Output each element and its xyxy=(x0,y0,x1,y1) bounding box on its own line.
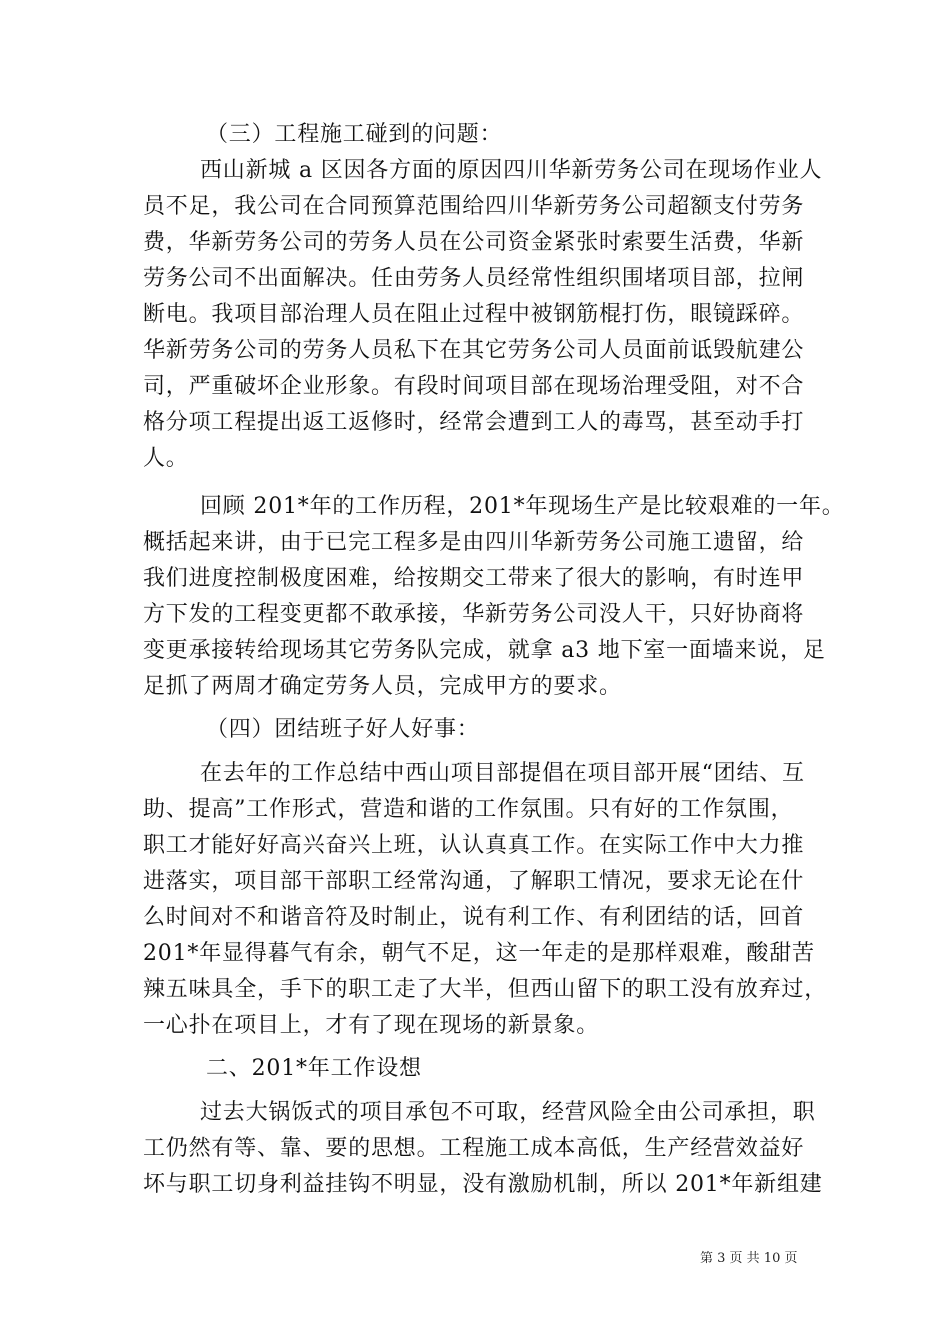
section-heading-3: （三）工程施工碰到的问题： xyxy=(206,122,503,147)
paragraph-line: 一心扑在项目上，才有了现在现场的新景象。 xyxy=(143,1013,600,1038)
paragraph-line: 辣五味具全，手下的职工走了大半，但西山留下的职工没有放弃过， xyxy=(143,977,828,1002)
paragraph-line: 断电。我项目部治理人员在阻止过程中被钢筋棍打伤，眼镜踩碎。 xyxy=(143,302,805,327)
paragraph-line: 人。 xyxy=(143,446,189,471)
paragraph-line: 格分项工程提出返工返修时，经常会遭到工人的毒骂，甚至动手打 xyxy=(143,410,805,435)
paragraph-line: 么时间对不和谐音符及时制止，说有利工作、有利团结的话，回首 xyxy=(143,905,805,930)
paragraph-line: 回顾 201*年的工作历程，201*年现场生产是比较艰难的一年。 xyxy=(200,494,845,519)
paragraph-line: 西山新城 a 区因各方面的原因四川华新劳务公司在现场作业人 xyxy=(200,158,823,183)
paragraph-line: 工仍然有等、靠、要的思想。工程施工成本高低，生产经营效益好 xyxy=(143,1136,805,1161)
paragraph-line: 费，华新劳务公司的劳务人员在公司资金紧张时索要生活费，华新 xyxy=(143,230,805,255)
paragraph-line: 概括起来讲，由于已完工程多是由四川华新劳务公司施工遗留，给 xyxy=(143,530,805,555)
paragraph-line: 在去年的工作总结中西山项目部提倡在项目部开展“团结、互 xyxy=(200,761,805,786)
section-heading-2: 二、201*年工作设想 xyxy=(206,1056,422,1081)
paragraph-line: 助、提高”工作形式，营造和谐的工作氛围。只有好的工作氛围， xyxy=(143,797,794,822)
paragraph-line: 坏与职工切身利益挂钩不明显，没有激励机制，所以 201*年新组建 xyxy=(143,1172,823,1197)
section-heading-4: （四）团结班子好人好事： xyxy=(206,717,480,742)
paragraph-line: 华新劳务公司的劳务人员私下在其它劳务公司人员面前诋毁航建公 xyxy=(143,338,805,363)
page-footer: 第 3 页 共 10 页 xyxy=(700,1251,798,1266)
paragraph-line: 员不足，我公司在合同预算范围给四川华新劳务公司超额支付劳务 xyxy=(143,194,805,219)
paragraph-line: 劳务公司不出面解决。任由劳务人员经常性组织围堵项目部，拉闸 xyxy=(143,266,805,291)
paragraph-line: 201*年显得暮气有余，朝气不足，这一年走的是那样艰难，酸甜苦 xyxy=(143,941,815,966)
paragraph-line: 职工才能好好高兴奋兴上班，认认真真工作。在实际工作中大力推 xyxy=(143,833,805,858)
paragraph-line: 过去大锅饭式的项目承包不可取，经营风险全由公司承担，职 xyxy=(200,1100,816,1125)
paragraph-line: 足抓了两周才确定劳务人员，完成甲方的要求。 xyxy=(143,674,622,699)
paragraph-line: 变更承接转给现场其它劳务队完成，就拿 a3 地下室一面墙来说，足 xyxy=(143,638,826,663)
paragraph-line: 司，严重破坏企业形象。有段时间项目部在现场治理受阻，对不合 xyxy=(143,374,805,399)
paragraph-line: 方下发的工程变更都不敢承接，华新劳务公司没人干，只好协商将 xyxy=(143,602,805,627)
paragraph-line: 进落实，项目部干部职工经常沟通，了解职工情况，要求无论在什 xyxy=(143,869,805,894)
paragraph-line: 我们进度控制极度困难，给按期交工带来了很大的影响，有时连甲 xyxy=(143,566,805,591)
